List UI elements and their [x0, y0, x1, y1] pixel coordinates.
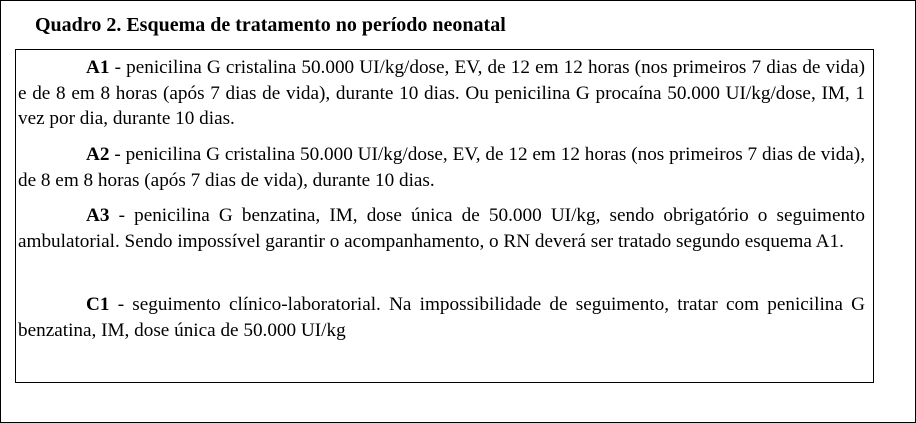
treatment-item-c1 [18, 292, 865, 343]
item-text: - penicilina G cristalina 50.000 UI/kg/dose, EV, de 12 em 12 horas (nos primeiros 7 dias de vida), de 8 em 8 horas (após 7 dias de vida), durante 10 dias. [18, 144, 865, 191]
item-text: - penicilina G benzatina, IM, dose única de 50.000 UI/kg, sendo obrigatório o seguimento ambulatorial. Sendo impossível garantir o acompanhamento, o RN deverá ser tratado segundo esquema A1. [18, 205, 865, 252]
item-text: - seguimento clínico-laboratorial. Na impossibilidade de seguimento, tratar com penicilina G benzatina, IM, dose única de 50.000 UI/kg [18, 294, 865, 341]
treatment-item-a1 [18, 55, 865, 132]
item-text: - penicilina G cristalina 50.000 UI/kg/dose, EV, de 12 em 12 horas (nos primeiros 7 dias de vida) e de 8 em 8 horas (após 7 dias de vida), durante 10 dias. Ou penicilina G procaína 50.000 UI/kg/dose, IM, 1 vez por dia, durante 10 dias. [18, 57, 865, 129]
treatment-box [15, 49, 874, 383]
treatment-item-a3 [18, 203, 865, 254]
item-code: A1 [86, 57, 110, 78]
item-code: C1 [86, 294, 110, 315]
table-title: Quadro 2. Esquema de tratamento no período neonatal [35, 14, 506, 36]
item-code: A2 [86, 144, 110, 165]
treatment-item-a2 [18, 142, 865, 193]
item-code: A3 [86, 205, 110, 226]
